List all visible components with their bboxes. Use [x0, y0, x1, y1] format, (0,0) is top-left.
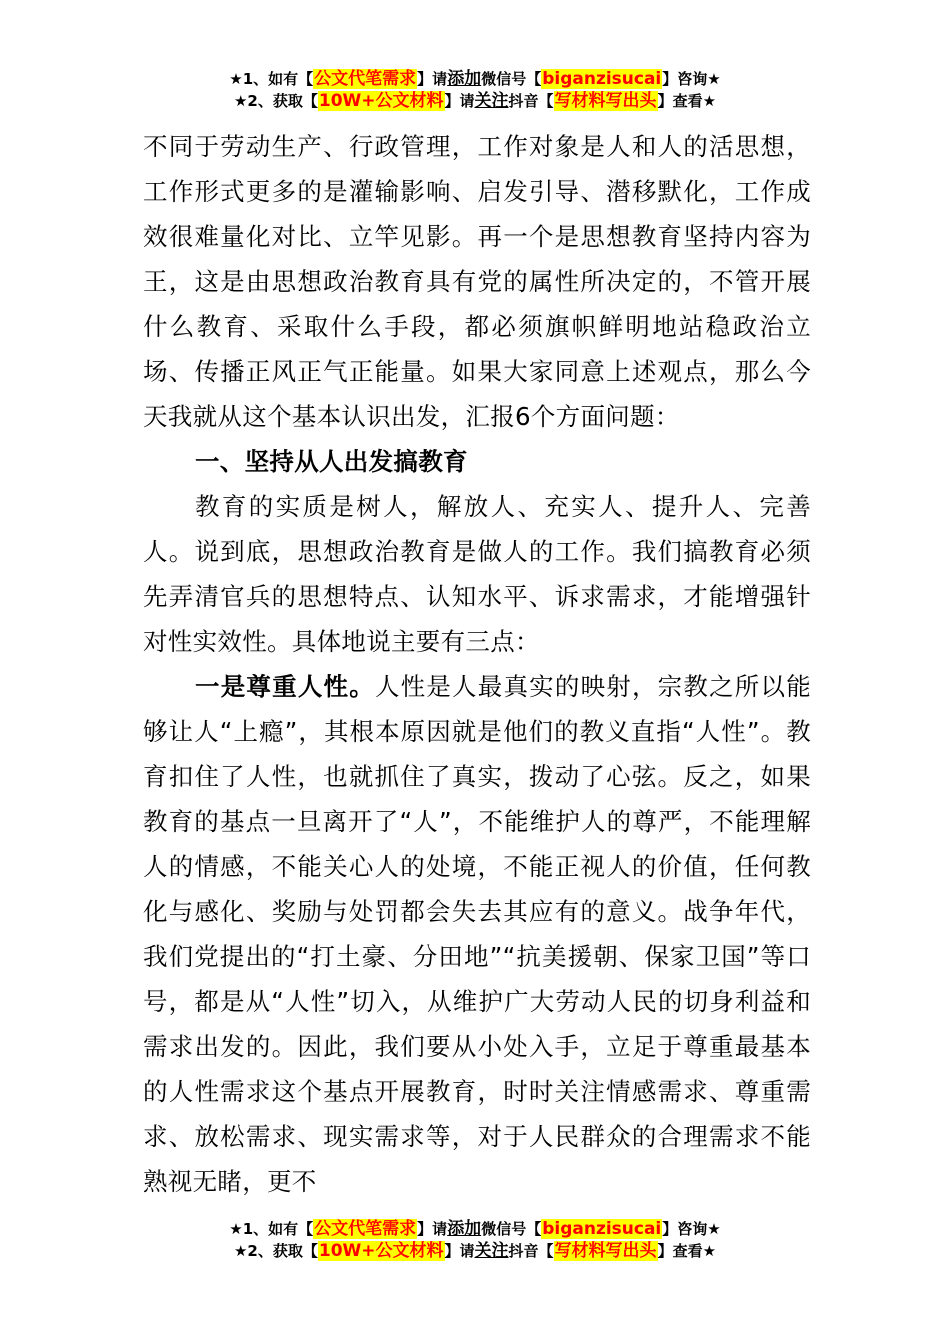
- banner-text: 】咨询★: [662, 1220, 721, 1238]
- section-heading: 一、坚持从人出发搞教育: [195, 447, 468, 476]
- banner-text: 】查看★: [657, 92, 717, 110]
- footer-banner: [0, 1218, 950, 1262]
- banner-highlight: biganzisucai: [542, 1219, 662, 1239]
- paragraph-education: 教育的实质是树人，解放人、充实人、提升人、完善人。说到底，思想政治教育是做人的工作。我们搞教育必须先弄清官兵的思想特点、认知水平、诉求需求，才能增强针对性实效性。具体地说主要有三点：: [143, 492, 811, 656]
- banner-text: 】咨询★: [662, 70, 721, 88]
- banner-underlined: 添加: [447, 1219, 482, 1239]
- banner-line-1: [0, 1218, 950, 1240]
- banner-line-2: [0, 1240, 950, 1262]
- banner-highlight: 公文代笔需求: [314, 1219, 417, 1239]
- banner-text: 】请: [417, 1220, 448, 1238]
- paragraph-body: 人性是人最真实的映射，宗教之所以能够让人“上瘾”，其根本原因就是他们的教义直指“人性”。教育扣住了人性，也就抓住了真实，拨动了心弦。反之，如果教育的基点一旦离开了“人”，不能维护人的尊严，不能理解人的情感，不能关心人的处境，不能正视人的价值，任何教化与感化、奖励与处罚都会失去其应有的意义。战争年代，我们党提出的“打土豪、分田地”“抗美援朝、保家卫国”等口号，都是从“人性”切入，从维护广大劳动人民的切身利益和需求出发的。因此，我们要从小处入手，立足于尊重最基本的人性需求这个基点开展教育，时时关注情感需求、尊重需求、放松需求、现实需求等，对于人民群众的合理需求不能熟视无睹，更不: [143, 672, 811, 1196]
- header-banner: [0, 68, 950, 112]
- banner-underlined: 关注: [474, 1241, 509, 1261]
- document-body: [143, 124, 811, 1204]
- banner-highlight: 写材料写出头: [554, 91, 657, 111]
- banner-underlined: 关注: [474, 91, 509, 111]
- banner-line-1: [0, 68, 950, 90]
- banner-text: 】查看★: [657, 1242, 717, 1260]
- banner-line-2: [0, 90, 950, 112]
- banner-highlight: 写材料写出头: [554, 1241, 657, 1261]
- banner-text: 】请: [444, 1242, 475, 1260]
- banner-text: ★2、获取【: [233, 92, 318, 110]
- banner-text: 】请: [444, 92, 475, 110]
- banner-text: ★2、获取【: [233, 1242, 318, 1260]
- paragraph-lead: 一是尊重人性。: [195, 672, 375, 701]
- banner-highlight: 10W+公文材料: [318, 91, 444, 111]
- banner-text: 】请: [417, 70, 448, 88]
- banner-text: 抖音【: [508, 1242, 554, 1260]
- banner-text: 抖音【: [508, 92, 554, 110]
- paragraph-respect-humanity: [143, 664, 811, 1204]
- banner-text: 微信号【: [481, 1220, 542, 1238]
- banner-text: ★1、如有【: [229, 1220, 314, 1238]
- paragraph-intro: 不同于劳动生产、行政管理，工作对象是人和人的活思想，工作形式更多的是灌输影响、启发引导、潜移默化，工作成效很难量化对比、立竿见影。再一个是思想教育坚持内容为王，这是由思想政治教育具有党的属性所决定的，不管开展什么教育、采取什么手段，都必须旗帜鲜明地站稳政治立场、传播正风正气正能量。如果大家同意上述观点，那么今天我就从这个基本认识出发，汇报6个方面问题：: [143, 132, 811, 431]
- banner-highlight: 10W+公文材料: [318, 1241, 444, 1261]
- banner-highlight: biganzisucai: [542, 69, 662, 89]
- banner-text: ★1、如有【: [229, 70, 314, 88]
- banner-highlight: 公文代笔需求: [314, 69, 417, 89]
- banner-text: 微信号【: [481, 70, 542, 88]
- banner-underlined: 添加: [447, 69, 482, 89]
